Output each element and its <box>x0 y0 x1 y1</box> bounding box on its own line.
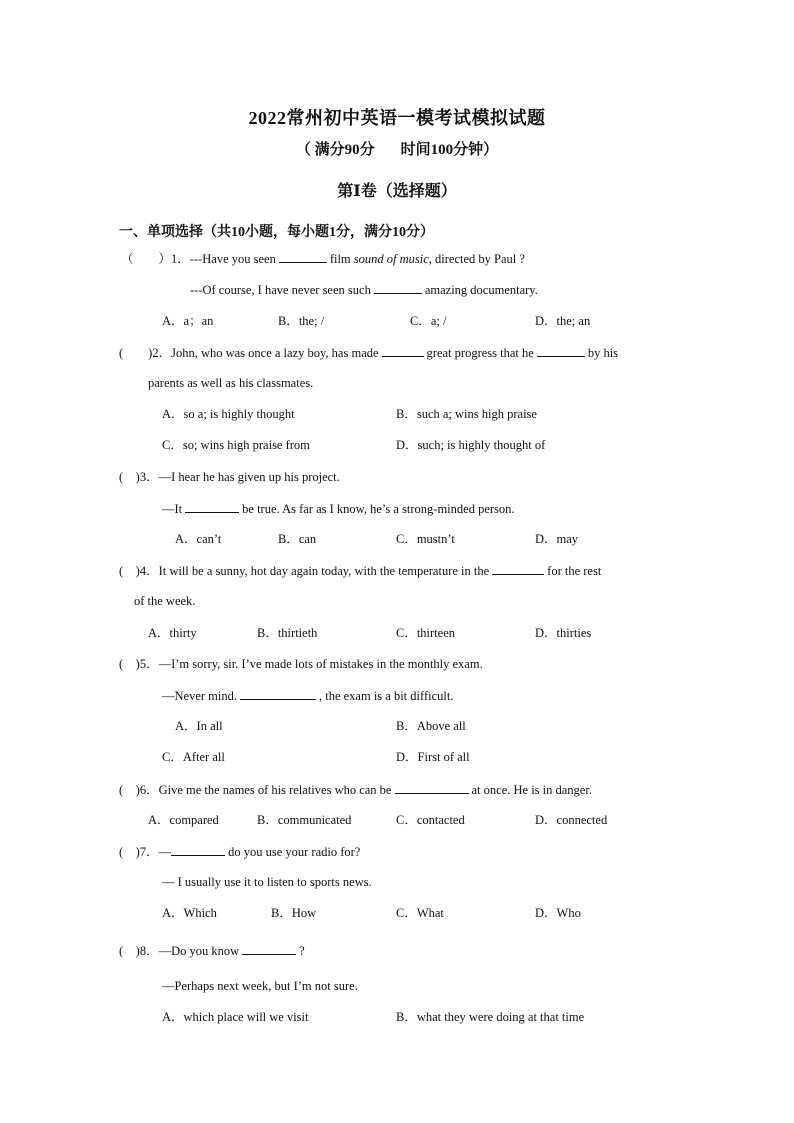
question-1: （ ）1．---Have you seen film sound of music, directed by Paul ? <box>121 252 525 266</box>
question-3: ( )3．—I hear he has given up his project. <box>119 470 340 484</box>
option-6d[interactable]: D．connected <box>535 813 608 827</box>
option-3b[interactable]: B．can <box>278 532 317 546</box>
part-title: 第Ⅰ卷（选择题） <box>337 183 457 200</box>
option-2b[interactable]: B．such a; wins high praise <box>396 407 537 421</box>
option-5d[interactable]: D．First of all <box>396 750 470 764</box>
question-6: ( )6．Give me the names of his relatives who can be at once. He is in danger. <box>119 783 592 797</box>
answer-blank <box>382 344 424 357</box>
answer-blank <box>395 781 469 794</box>
answer-blank <box>242 942 296 955</box>
score-info: （ 满分90分 <box>295 142 375 158</box>
option-4d[interactable]: D．thirties <box>535 626 592 640</box>
answer-blank <box>374 281 422 294</box>
answer-blank <box>537 344 585 357</box>
option-6a[interactable]: A．compared <box>148 813 219 827</box>
option-2d[interactable]: D．such; is highly thought of <box>396 438 546 452</box>
option-6b[interactable]: B．communicated <box>257 813 352 827</box>
question-2-line2: parents as well as his classmates. <box>148 376 314 390</box>
question-7: ( )7．— do you use your radio for? <box>119 845 361 859</box>
answer-blank <box>185 500 239 513</box>
option-3a[interactable]: A．can’t <box>175 532 222 546</box>
option-3d[interactable]: D．may <box>535 532 579 546</box>
answer-blank <box>492 562 544 575</box>
section-heading: 一、单项选择（共10小题，每小题1分，满分10分） <box>119 225 434 240</box>
question-2: ( )2．John, who was once a lazy boy, has made great progress that he by his <box>119 346 619 360</box>
exam-subtitle <box>0 138 794 159</box>
question-8: ( )8．—Do you know ? <box>119 944 305 958</box>
option-5a[interactable]: A．In all <box>175 719 223 733</box>
option-1b[interactable]: B．the; / <box>278 314 325 328</box>
option-6c[interactable]: C．contacted <box>396 813 465 827</box>
option-1c[interactable]: C．a; / <box>410 314 447 328</box>
option-8a[interactable]: A．which place will we visit <box>162 1010 309 1024</box>
option-4c[interactable]: C．thirteen <box>396 626 456 640</box>
option-1d[interactable]: D．the; an <box>535 314 591 328</box>
option-3c[interactable]: C．mustn’t <box>396 532 455 546</box>
question-4-line2: of the week. <box>134 594 196 608</box>
option-7c[interactable]: C．What <box>396 906 444 920</box>
option-7d[interactable]: D．Who <box>535 906 581 920</box>
option-2c[interactable]: C．so; wins high praise from <box>162 438 310 452</box>
exam-title: 2022常州初中英语一模考试模拟试题 <box>248 108 546 128</box>
option-1a[interactable]: A．a；an <box>162 314 214 328</box>
question-5: ( )5．—I’m sorry, sir. I’ve made lots of mistakes in the monthly exam. <box>119 657 483 671</box>
answer-blank <box>171 843 225 856</box>
question-5-line2: —Never mind. , the exam is a bit difficult. <box>162 689 454 703</box>
option-5c[interactable]: C．After all <box>162 750 225 764</box>
option-2a[interactable]: A．so a; is highly thought <box>162 407 295 421</box>
question-3-line2: —It be true. As far as I know, he’s a strong-minded person. <box>162 502 515 516</box>
time-info: 时间100分钟） <box>400 142 499 158</box>
option-7a[interactable]: A．Which <box>162 906 217 920</box>
option-8b[interactable]: B．what they were doing at that time <box>396 1010 585 1024</box>
option-7b[interactable]: B．How <box>271 906 317 920</box>
question-7-line2: — I usually use it to listen to sports news. <box>162 875 372 889</box>
question-8-line2: —Perhaps next week, but I’m not sure. <box>162 979 358 993</box>
option-5b[interactable]: B．Above all <box>396 719 466 733</box>
answer-blank <box>240 687 316 700</box>
option-4b[interactable]: B．thirtieth <box>257 626 318 640</box>
answer-blank <box>279 250 327 263</box>
question-1-line2: ---Of course, I have never seen such amazing documentary. <box>190 283 538 297</box>
option-4a[interactable]: A．thirty <box>148 626 197 640</box>
question-4: ( )4．It will be a sunny, hot day again today, with the temperature in the for the rest <box>119 564 602 578</box>
